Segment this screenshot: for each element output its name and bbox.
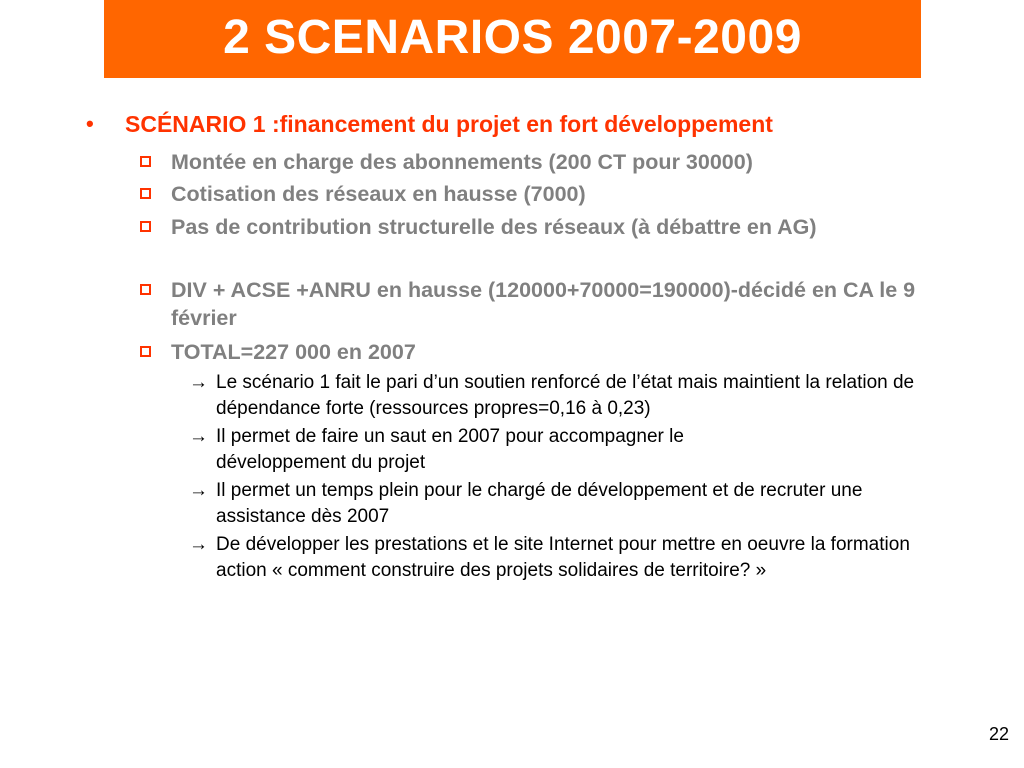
arrow-bullet-text: Le scénario 1 fait le pari d’un soutien renforcé de l’état mais maintient la relation de dépendance forte (ressources propres=0,16 à 0,23) xyxy=(216,372,915,419)
right-arrow-icon: → xyxy=(189,534,208,555)
hollow-square-bullet-icon xyxy=(140,284,151,295)
sub-bullet-text: DIV + ACSE +ANRU en hausse (120000+70000=190000)-décidé en CA le 9 février xyxy=(171,278,916,330)
right-arrow-icon: → xyxy=(189,372,208,393)
arrow-bullet-text: De développer les prestations et le site Internet pour mettre en oeuvre la formation action « comment construire des projets solidaires de territoire? » xyxy=(216,534,910,581)
hollow-square-bullet-icon xyxy=(140,221,151,232)
sub-bullet-text: Montée en charge des abonnements (200 CT pour 30000) xyxy=(171,150,753,174)
hollow-square-bullet-icon xyxy=(140,188,151,199)
right-arrow-icon: → xyxy=(189,426,208,447)
slide-title: 2 SCENARIOS 2007-2009 xyxy=(223,10,802,64)
arrow-bullet-text: Il permet un temps plein pour le chargé de développement et de recruter une assistance dès 2007 xyxy=(216,480,863,527)
arrow-bullet-text: Il permet de faire un saut en 2007 pour accompagner le développement du projet xyxy=(216,426,684,473)
hollow-square-bullet-icon xyxy=(140,346,151,357)
sub-bullet-text: Cotisation des réseaux en hausse (7000) xyxy=(171,182,586,206)
right-arrow-icon: → xyxy=(189,480,208,501)
sub-bullet-text: Pas de contribution structurelle des réseaux (à débattre en AG) xyxy=(171,215,817,239)
hollow-square-bullet-icon xyxy=(140,156,151,167)
sub-bullet-text: TOTAL=227 000 en 2007 xyxy=(171,340,416,364)
page-number: 22 xyxy=(988,724,1009,744)
main-bullet-text: SCÉNARIO 1 :financement du projet en fort développement xyxy=(125,111,773,137)
bullet-dot-icon: • xyxy=(86,111,94,136)
